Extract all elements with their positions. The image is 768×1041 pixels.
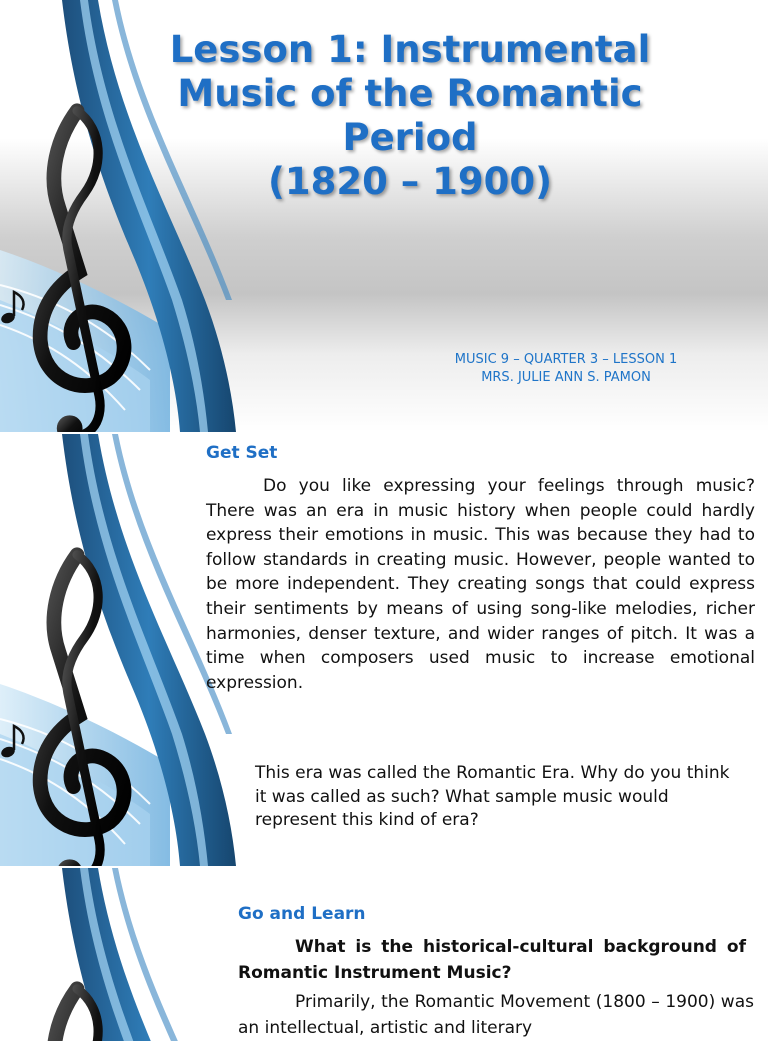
section-heading: Get Set (206, 443, 278, 463)
discussion-question: This era was called the Romantic Era. Why do you think it was called as such? What sample music would represent this kind of era? (255, 763, 730, 830)
subtitle-teacher: MRS. JULIE ANN S. PAMON (481, 370, 651, 385)
lesson-title (140, 28, 680, 204)
guiding-question: What is the historical-cultural background of Romantic Instrument Music? (238, 937, 746, 983)
title-line: (1820 – 1900) (267, 160, 553, 203)
go-and-learn-slide (0, 868, 768, 1038)
intro-paragraph: Do you like expressing your feelings through music? There was an era in music history when people could hardly express their emotions in music. This was because they had to follow standards in creating music. However, people wanted to be more independent. They creating songs that could express their sentiments by means of using song-like melodies, richer harmonies, denser texture, and wider ranges of pitch. It was a time when composers used music to increase emotional expression. (206, 476, 755, 693)
get-set-slide (0, 434, 768, 866)
title-line: Period (342, 116, 478, 159)
section-heading: Go and Learn (238, 904, 366, 924)
subtitle-course: MUSIC 9 – QUARTER 3 – LESSON 1 (454, 352, 678, 367)
title-line: Music of the Romantic (177, 72, 643, 115)
lesson-paragraph: Primarily, the Romantic Movement (1800 – 1900) was an intellectual, artistic and literary (238, 992, 754, 1038)
title-line: Lesson 1: Instrumental (169, 28, 651, 71)
lesson-subtitle (420, 351, 712, 387)
title-slide (0, 0, 768, 432)
